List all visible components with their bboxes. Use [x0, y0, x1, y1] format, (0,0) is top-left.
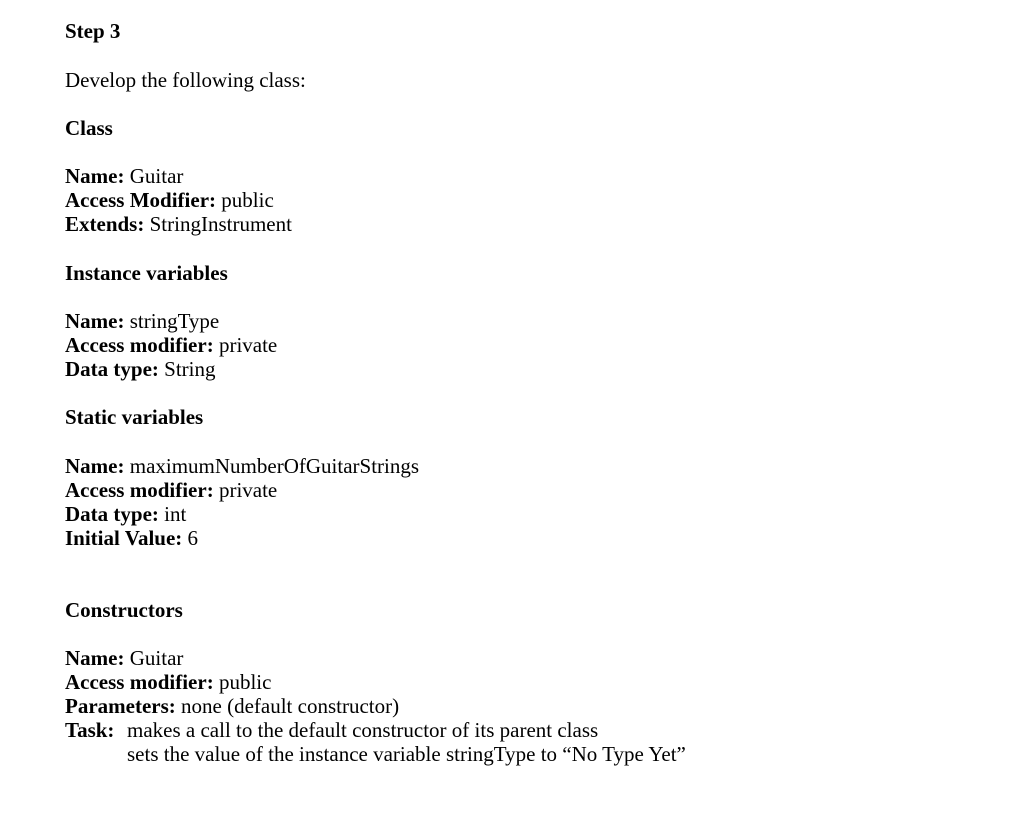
static-name-value: maximumNumberOfGuitarStrings — [129, 454, 420, 478]
static-access-label: Access modifier: — [65, 478, 214, 502]
instance-name-row — [65, 309, 219, 333]
class-access-value: public — [221, 188, 274, 212]
constructor-access-value: public — [218, 670, 272, 694]
instance-heading: Instance variables — [65, 261, 228, 285]
instance-access-label: Access modifier: — [65, 333, 214, 357]
constructor-name-row — [65, 646, 183, 670]
class-name-row — [65, 164, 183, 188]
constructor-task-line1: makes a call to the default constructor of its parent class — [127, 718, 599, 742]
static-type-label: Data type: — [65, 502, 159, 526]
instance-access-row — [65, 333, 277, 357]
static-name-label: Name: — [65, 454, 125, 478]
class-extends-label: Extends: — [65, 212, 145, 236]
class-name-value: Guitar — [129, 164, 184, 188]
constructor-access-label: Access modifier: — [65, 670, 214, 694]
constructor-access-row — [65, 670, 271, 694]
constructors-heading: Constructors — [65, 598, 183, 622]
class-name-label: Name: — [65, 164, 125, 188]
static-initial-value: 6 — [187, 526, 199, 550]
instance-type-label: Data type: — [65, 357, 159, 381]
static-access-row — [65, 478, 277, 502]
static-heading: Static variables — [65, 405, 204, 429]
static-type-value: int — [164, 502, 187, 526]
static-initial-label: Initial Value: — [65, 526, 183, 550]
static-name-row — [65, 454, 419, 478]
class-access-label: Access Modifier: — [65, 188, 217, 212]
class-access-row — [65, 188, 274, 212]
constructor-params-label: Parameters: — [65, 694, 176, 718]
constructor-task-line2: sets the value of the instance variable stringType to “No Type Yet” — [127, 742, 686, 766]
constructor-task-label: Task: — [65, 718, 115, 742]
constructor-name-value: Guitar — [129, 646, 184, 670]
step-heading: Step 3 — [65, 19, 121, 43]
constructor-params-value: none (default constructor) — [181, 694, 400, 718]
instance-type-row — [65, 357, 216, 381]
instance-access-value: private — [218, 333, 278, 357]
instance-name-value: stringType — [129, 309, 220, 333]
instance-type-value: String — [164, 357, 216, 381]
static-type-row — [65, 502, 186, 526]
class-extends-row — [65, 212, 292, 236]
class-extends-value: StringInstrument — [149, 212, 292, 236]
static-access-value: private — [218, 478, 278, 502]
constructor-task-row — [65, 718, 598, 742]
constructor-params-row — [65, 694, 399, 718]
intro-text: Develop the following class: — [65, 68, 306, 92]
instance-name-label: Name: — [65, 309, 125, 333]
static-initial-row — [65, 526, 198, 550]
constructor-name-label: Name: — [65, 646, 125, 670]
class-heading: Class — [65, 116, 113, 140]
